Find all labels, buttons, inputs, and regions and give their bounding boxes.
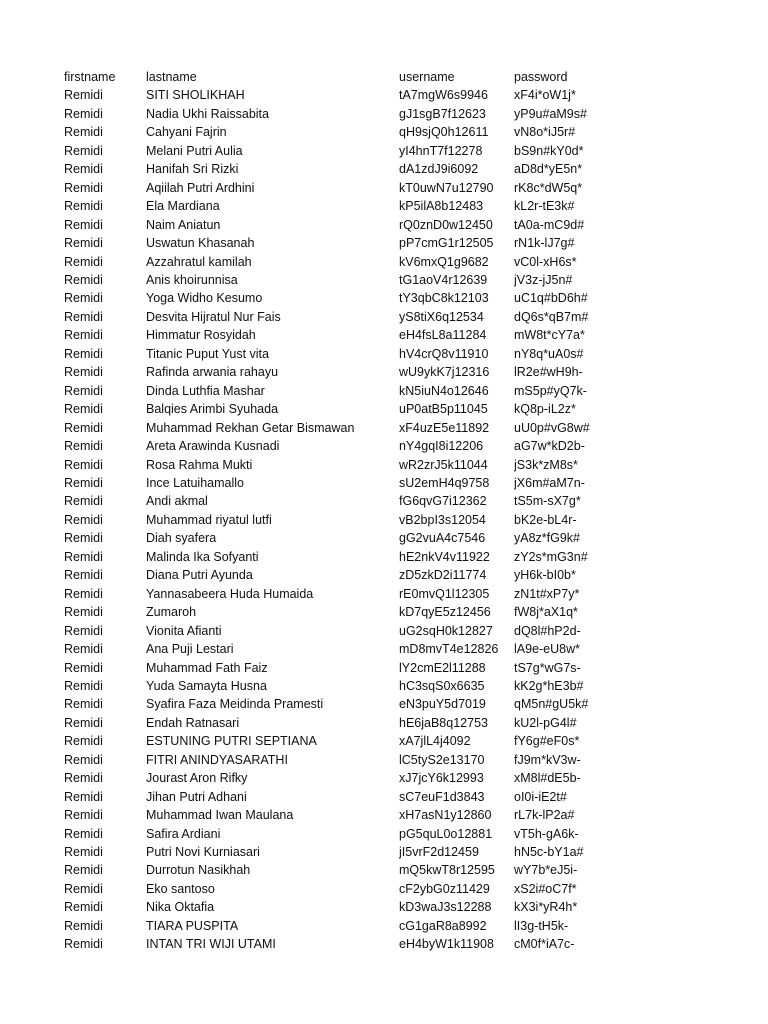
- table-row: [64, 825, 744, 843]
- table-row: [64, 732, 744, 750]
- lastname-cell: Areta Arawinda Kusnadi: [146, 439, 280, 454]
- username-cell: zD5zkD2i11774: [399, 568, 487, 583]
- firstname-cell: Remidi: [64, 937, 103, 952]
- password-cell: wY7b*eJ5i-: [514, 863, 578, 878]
- column-header-password: password: [514, 70, 568, 84]
- password-cell: kL2r-tE3k#: [514, 199, 575, 214]
- firstname-cell: Remidi: [64, 272, 103, 287]
- firstname-cell: Remidi: [64, 439, 103, 454]
- lastname-cell: Titanic Puput Yust vita: [146, 346, 269, 361]
- username-cell: gG2vuA4c7546: [399, 531, 486, 546]
- spreadsheet: [64, 68, 744, 954]
- lastname-cell: Putri Novi Kurniasari: [146, 845, 260, 860]
- firstname-cell: Remidi: [64, 512, 103, 527]
- password-cell: yP9u#aM9s#: [514, 106, 587, 121]
- lastname-cell: Syafira Faza Meidinda Pramesti: [146, 697, 324, 712]
- table-row: [64, 529, 744, 547]
- firstname-cell: Remidi: [64, 254, 103, 269]
- column-header-username: username: [399, 70, 455, 84]
- firstname-cell: Remidi: [64, 162, 103, 177]
- table-row: [64, 234, 744, 252]
- username-cell: rE0mvQ1l12305: [399, 586, 490, 601]
- table-row: [64, 289, 744, 307]
- table-row: [64, 419, 744, 437]
- password-cell: fY6g#eF0s*: [514, 734, 580, 749]
- table-row: [64, 843, 744, 861]
- username-cell: pP7cmG1r12505: [399, 236, 494, 251]
- table-row: [64, 437, 744, 455]
- table-row: [64, 197, 744, 215]
- password-cell: uU0p#vG8w#: [514, 420, 590, 435]
- password-cell: zY2s*mG3n#: [514, 549, 588, 564]
- username-cell: kT0uwN7u12790: [399, 180, 494, 195]
- table-row: [64, 640, 744, 658]
- username-cell: kP5ilA8b12483: [399, 199, 484, 214]
- username-cell: cF2ybG0z11429: [399, 881, 490, 896]
- lastname-cell: Yoga Widho Kesumo: [146, 291, 263, 306]
- lastname-cell: TIARA PUSPITA: [146, 918, 239, 933]
- lastname-cell: Jourast Aron Rifky: [146, 771, 248, 786]
- lastname-cell: ESTUNING PUTRI SEPTIANA: [146, 734, 317, 749]
- password-cell: tA0a-mC9d#: [514, 217, 585, 232]
- firstname-cell: Remidi: [64, 863, 103, 878]
- lastname-cell: Nika Oktafia: [146, 900, 215, 915]
- lastname-cell: FITRI ANINDYASARATHI: [146, 752, 288, 767]
- firstname-cell: Remidi: [64, 808, 103, 823]
- table-row: [64, 769, 744, 787]
- table-row: [64, 253, 744, 271]
- username-cell: eN3puY5d7019: [399, 697, 486, 712]
- password-cell: lI3g-tH5k-: [514, 918, 569, 933]
- lastname-cell: Zumaroh: [146, 605, 197, 620]
- username-cell: mQ5kwT8r12595: [399, 863, 495, 878]
- password-cell: tS7g*wG7s-: [514, 660, 581, 675]
- username-cell: cG1gaR8a8992: [399, 918, 487, 933]
- password-cell: lR2e#wH9h-: [514, 365, 583, 380]
- username-cell: xA7jlL4j4092: [399, 734, 471, 749]
- lastname-cell: Muhammad Fath Faiz: [146, 660, 268, 675]
- table-row: [64, 160, 744, 178]
- lastname-cell: Azzahratul kamilah: [146, 254, 252, 269]
- table-row: [64, 382, 744, 400]
- lastname-cell: Ince Latuihamallo: [146, 475, 244, 490]
- table-row: [64, 326, 744, 344]
- username-cell: dA1zdJ9i6092: [399, 162, 479, 177]
- lastname-cell: SITI SHOLIKHAH: [146, 88, 245, 103]
- table-row: [64, 695, 744, 713]
- password-cell: dQ8l#hP2d-: [514, 623, 581, 638]
- password-cell: mS5p#yQ7k-: [514, 383, 587, 398]
- username-cell: hV4crQ8v11910: [399, 346, 489, 361]
- lastname-cell: Diah syafera: [146, 531, 217, 546]
- firstname-cell: Remidi: [64, 771, 103, 786]
- username-cell: tY3qbC8k12103: [399, 291, 489, 306]
- table-body: [64, 86, 744, 953]
- username-cell: kN5iuN4o12646: [399, 383, 489, 398]
- firstname-cell: Remidi: [64, 143, 103, 158]
- firstname-cell: Remidi: [64, 125, 103, 140]
- lastname-cell: Nadia Ukhi Raissabita: [146, 106, 269, 121]
- table-row: [64, 216, 744, 234]
- firstname-cell: Remidi: [64, 346, 103, 361]
- lastname-cell: Balqies Arimbi Syuhada: [146, 402, 279, 417]
- password-cell: bS9n#kY0d*: [514, 143, 584, 158]
- username-cell: tA7mgW6s9946: [399, 88, 488, 103]
- firstname-cell: Remidi: [64, 402, 103, 417]
- password-cell: mW8t*cY7a*: [514, 328, 585, 343]
- firstname-cell: Remidi: [64, 383, 103, 398]
- password-cell: jS3k*zM8s*: [514, 457, 578, 472]
- username-cell: kV6mxQ1g9682: [399, 254, 489, 269]
- password-cell: jX6m#aM7n-: [514, 475, 585, 490]
- username-cell: xF4uzE5e11892: [399, 420, 490, 435]
- firstname-cell: Remidi: [64, 420, 103, 435]
- table-row: [64, 142, 744, 160]
- username-cell: rQ0znD0w12450: [399, 217, 493, 232]
- lastname-cell: Yannasabeera Huda Humaida: [146, 586, 314, 601]
- lastname-cell: Uswatun Khasanah: [146, 236, 255, 251]
- firstname-cell: Remidi: [64, 752, 103, 767]
- firstname-cell: Remidi: [64, 715, 103, 730]
- username-cell: hE6jaB8q12753: [399, 715, 488, 730]
- table-row: [64, 659, 744, 677]
- lastname-cell: Vionita Afianti: [146, 623, 222, 638]
- table-row: [64, 622, 744, 640]
- lastname-cell: Hanifah Sri Rizki: [146, 162, 239, 177]
- username-cell: hC3sqS0x6635: [399, 678, 485, 693]
- password-cell: tS5m-sX7g*: [514, 494, 581, 509]
- firstname-cell: Remidi: [64, 309, 103, 324]
- lastname-cell: Ela Mardiana: [146, 199, 220, 214]
- username-cell: eH4fsL8a11284: [399, 328, 487, 343]
- firstname-cell: Remidi: [64, 623, 103, 638]
- firstname-cell: Remidi: [64, 291, 103, 306]
- password-cell: fJ9m*kV3w-: [514, 752, 581, 767]
- table-row: [64, 880, 744, 898]
- table-row: [64, 917, 744, 935]
- password-cell: dQ6s*qB7m#: [514, 309, 589, 324]
- password-cell: jV3z-jJ5n#: [514, 272, 573, 287]
- firstname-cell: Remidi: [64, 605, 103, 620]
- password-cell: cM0f*iA7c-: [514, 937, 575, 952]
- table-row: [64, 456, 744, 474]
- table-row: [64, 363, 744, 381]
- password-cell: fW8j*aX1q*: [514, 605, 578, 620]
- lastname-cell: Rosa Rahma Mukti: [146, 457, 253, 472]
- username-cell: qH9sjQ0h12611: [399, 125, 489, 140]
- firstname-cell: Remidi: [64, 678, 103, 693]
- password-cell: vC0l-xH6s*: [514, 254, 577, 269]
- username-cell: sU2emH4q9758: [399, 475, 490, 490]
- password-cell: zN1t#xP7y*: [514, 586, 580, 601]
- table-row: [64, 105, 744, 123]
- firstname-cell: Remidi: [64, 328, 103, 343]
- table-row: [64, 788, 744, 806]
- password-cell: rL7k-lP2a#: [514, 808, 575, 823]
- password-cell: uC1q#bD6h#: [514, 291, 588, 306]
- table-row: [64, 861, 744, 879]
- firstname-cell: Remidi: [64, 900, 103, 915]
- account-table: [64, 68, 744, 954]
- username-cell: tG1aoV4r12639: [399, 272, 488, 287]
- lastname-cell: Safira Ardiani: [146, 826, 221, 841]
- firstname-cell: Remidi: [64, 845, 103, 860]
- lastname-cell: Diana Putri Ayunda: [146, 568, 253, 583]
- password-cell: vN8o*iJ5r#: [514, 125, 576, 140]
- table-row: [64, 271, 744, 289]
- lastname-cell: Eko santoso: [146, 881, 215, 896]
- lastname-cell: Desvita Hijratul Nur Fais: [146, 309, 281, 324]
- password-cell: aG7w*kD2b-: [514, 439, 585, 454]
- firstname-cell: Remidi: [64, 697, 103, 712]
- username-cell: sC7euF1d3843: [399, 789, 485, 804]
- username-cell: vB2bpI3s12054: [399, 512, 486, 527]
- password-cell: kK2g*hE3b#: [514, 678, 584, 693]
- firstname-cell: Remidi: [64, 549, 103, 564]
- username-cell: eH4byW1k11908: [399, 937, 494, 952]
- lastname-cell: Dinda Luthfia Mashar: [146, 383, 265, 398]
- lastname-cell: Muhammad Rekhan Getar Bismawan: [146, 420, 355, 435]
- username-cell: wU9ykK7j12316: [399, 365, 490, 380]
- password-cell: aD8d*yE5n*: [514, 162, 583, 177]
- lastname-cell: Malinda Ika Sofyanti: [146, 549, 259, 564]
- password-cell: kX3i*yR4h*: [514, 900, 578, 915]
- firstname-cell: Remidi: [64, 642, 103, 657]
- table-row: [64, 548, 744, 566]
- lastname-cell: Durrotun Nasikhah: [146, 863, 251, 878]
- table-row: [64, 400, 744, 418]
- table-row: [64, 806, 744, 824]
- password-cell: bK2e-bL4r-: [514, 512, 577, 527]
- username-cell: lY2cmE2l11288: [399, 660, 486, 675]
- table-row: [64, 474, 744, 492]
- firstname-cell: Remidi: [64, 457, 103, 472]
- table-row: [64, 179, 744, 197]
- lastname-cell: Andi akmal: [146, 494, 208, 509]
- password-cell: xS2i#oC7f*: [514, 881, 577, 896]
- firstname-cell: Remidi: [64, 106, 103, 121]
- password-cell: yH6k-bI0b*: [514, 568, 576, 583]
- column-header-firstname: firstname: [64, 70, 116, 84]
- username-cell: gJ1sgB7f12623: [399, 106, 486, 121]
- table-row: [64, 714, 744, 732]
- lastname-cell: Naim Aniatun: [146, 217, 221, 232]
- firstname-cell: Remidi: [64, 236, 103, 251]
- username-cell: jI5vrF2d12459: [399, 845, 479, 860]
- lastname-cell: Muhammad Iwan Maulana: [146, 808, 294, 823]
- firstname-cell: Remidi: [64, 789, 103, 804]
- firstname-cell: Remidi: [64, 918, 103, 933]
- table-row: [64, 345, 744, 363]
- firstname-cell: Remidi: [64, 660, 103, 675]
- username-cell: lC5tyS2e13170: [399, 752, 485, 767]
- username-cell: fG6qvG7i12362: [399, 494, 487, 509]
- password-cell: vT5h-gA6k-: [514, 826, 579, 841]
- password-cell: hN5c-bY1a#: [514, 845, 584, 860]
- table-row: [64, 566, 744, 584]
- username-cell: kD7qyE5z12456: [399, 605, 491, 620]
- username-cell: uG2sqH0k12827: [399, 623, 493, 638]
- table-row: [64, 935, 744, 953]
- lastname-cell: Rafinda arwania rahayu: [146, 365, 279, 380]
- firstname-cell: Remidi: [64, 826, 103, 841]
- lastname-cell: INTAN TRI WIJI UTAMI: [146, 937, 276, 952]
- password-cell: rK8c*dW5q*: [514, 180, 583, 195]
- table-row: [64, 308, 744, 326]
- column-header-lastname: lastname: [146, 70, 197, 84]
- firstname-cell: Remidi: [64, 734, 103, 749]
- password-cell: kU2l-pG4l#: [514, 715, 577, 730]
- password-cell: oI0i-iE2t#: [514, 789, 567, 804]
- firstname-cell: Remidi: [64, 199, 103, 214]
- lastname-cell: Muhammad riyatul lutfi: [146, 512, 272, 527]
- table-row: [64, 492, 744, 510]
- table-row: [64, 751, 744, 769]
- password-cell: kQ8p-iL2z*: [514, 402, 576, 417]
- firstname-cell: Remidi: [64, 365, 103, 380]
- lastname-cell: Himmatur Rosyidah: [146, 328, 256, 343]
- lastname-cell: Endah Ratnasari: [146, 715, 240, 730]
- username-cell: uP0atB5p11045: [399, 402, 488, 417]
- username-cell: pG5quL0o12881: [399, 826, 493, 841]
- password-cell: rN1k-lJ7g#: [514, 236, 575, 251]
- password-cell: qM5n#gU5k#: [514, 697, 589, 712]
- lastname-cell: Anis khoirunnisa: [146, 272, 238, 287]
- username-cell: yI4hnT7f12278: [399, 143, 483, 158]
- password-cell: lA9e-eU8w*: [514, 642, 581, 657]
- table-row: [64, 585, 744, 603]
- table-row: [64, 677, 744, 695]
- table-row: [64, 603, 744, 621]
- lastname-cell: Jihan Putri Adhani: [146, 789, 247, 804]
- firstname-cell: Remidi: [64, 217, 103, 232]
- lastname-cell: Cahyani Fajrin: [146, 125, 227, 140]
- table-row: [64, 898, 744, 916]
- lastname-cell: Aqiilah Putri Ardhini: [146, 180, 255, 195]
- table-row: [64, 511, 744, 529]
- username-cell: xJ7jcY6k12993: [399, 771, 484, 786]
- header-row: [64, 68, 744, 86]
- firstname-cell: Remidi: [64, 475, 103, 490]
- password-cell: xF4i*oW1j*: [514, 88, 576, 103]
- username-cell: yS8tiX6q12534: [399, 309, 484, 324]
- lastname-cell: Yuda Samayta Husna: [146, 678, 267, 693]
- username-cell: wR2zrJ5k11044: [399, 457, 488, 472]
- table-row: [64, 86, 744, 104]
- password-cell: nY8q*uA0s#: [514, 346, 584, 361]
- firstname-cell: Remidi: [64, 494, 103, 509]
- firstname-cell: Remidi: [64, 531, 103, 546]
- username-cell: mD8mvT4e12826: [399, 642, 499, 657]
- username-cell: nY4gqI8i12206: [399, 439, 484, 454]
- password-cell: yA8z*fG9k#: [514, 531, 581, 546]
- lastname-cell: Melani Putri Aulia: [146, 143, 243, 158]
- firstname-cell: Remidi: [64, 881, 103, 896]
- table-row: [64, 123, 744, 141]
- firstname-cell: Remidi: [64, 568, 103, 583]
- firstname-cell: Remidi: [64, 180, 103, 195]
- password-cell: xM8l#dE5b-: [514, 771, 581, 786]
- firstname-cell: Remidi: [64, 586, 103, 601]
- username-cell: hE2nkV4v11922: [399, 549, 490, 564]
- username-cell: kD3waJ3s12288: [399, 900, 492, 915]
- username-cell: xH7asN1y12860: [399, 808, 492, 823]
- firstname-cell: Remidi: [64, 88, 103, 103]
- lastname-cell: Ana Puji Lestari: [146, 642, 234, 657]
